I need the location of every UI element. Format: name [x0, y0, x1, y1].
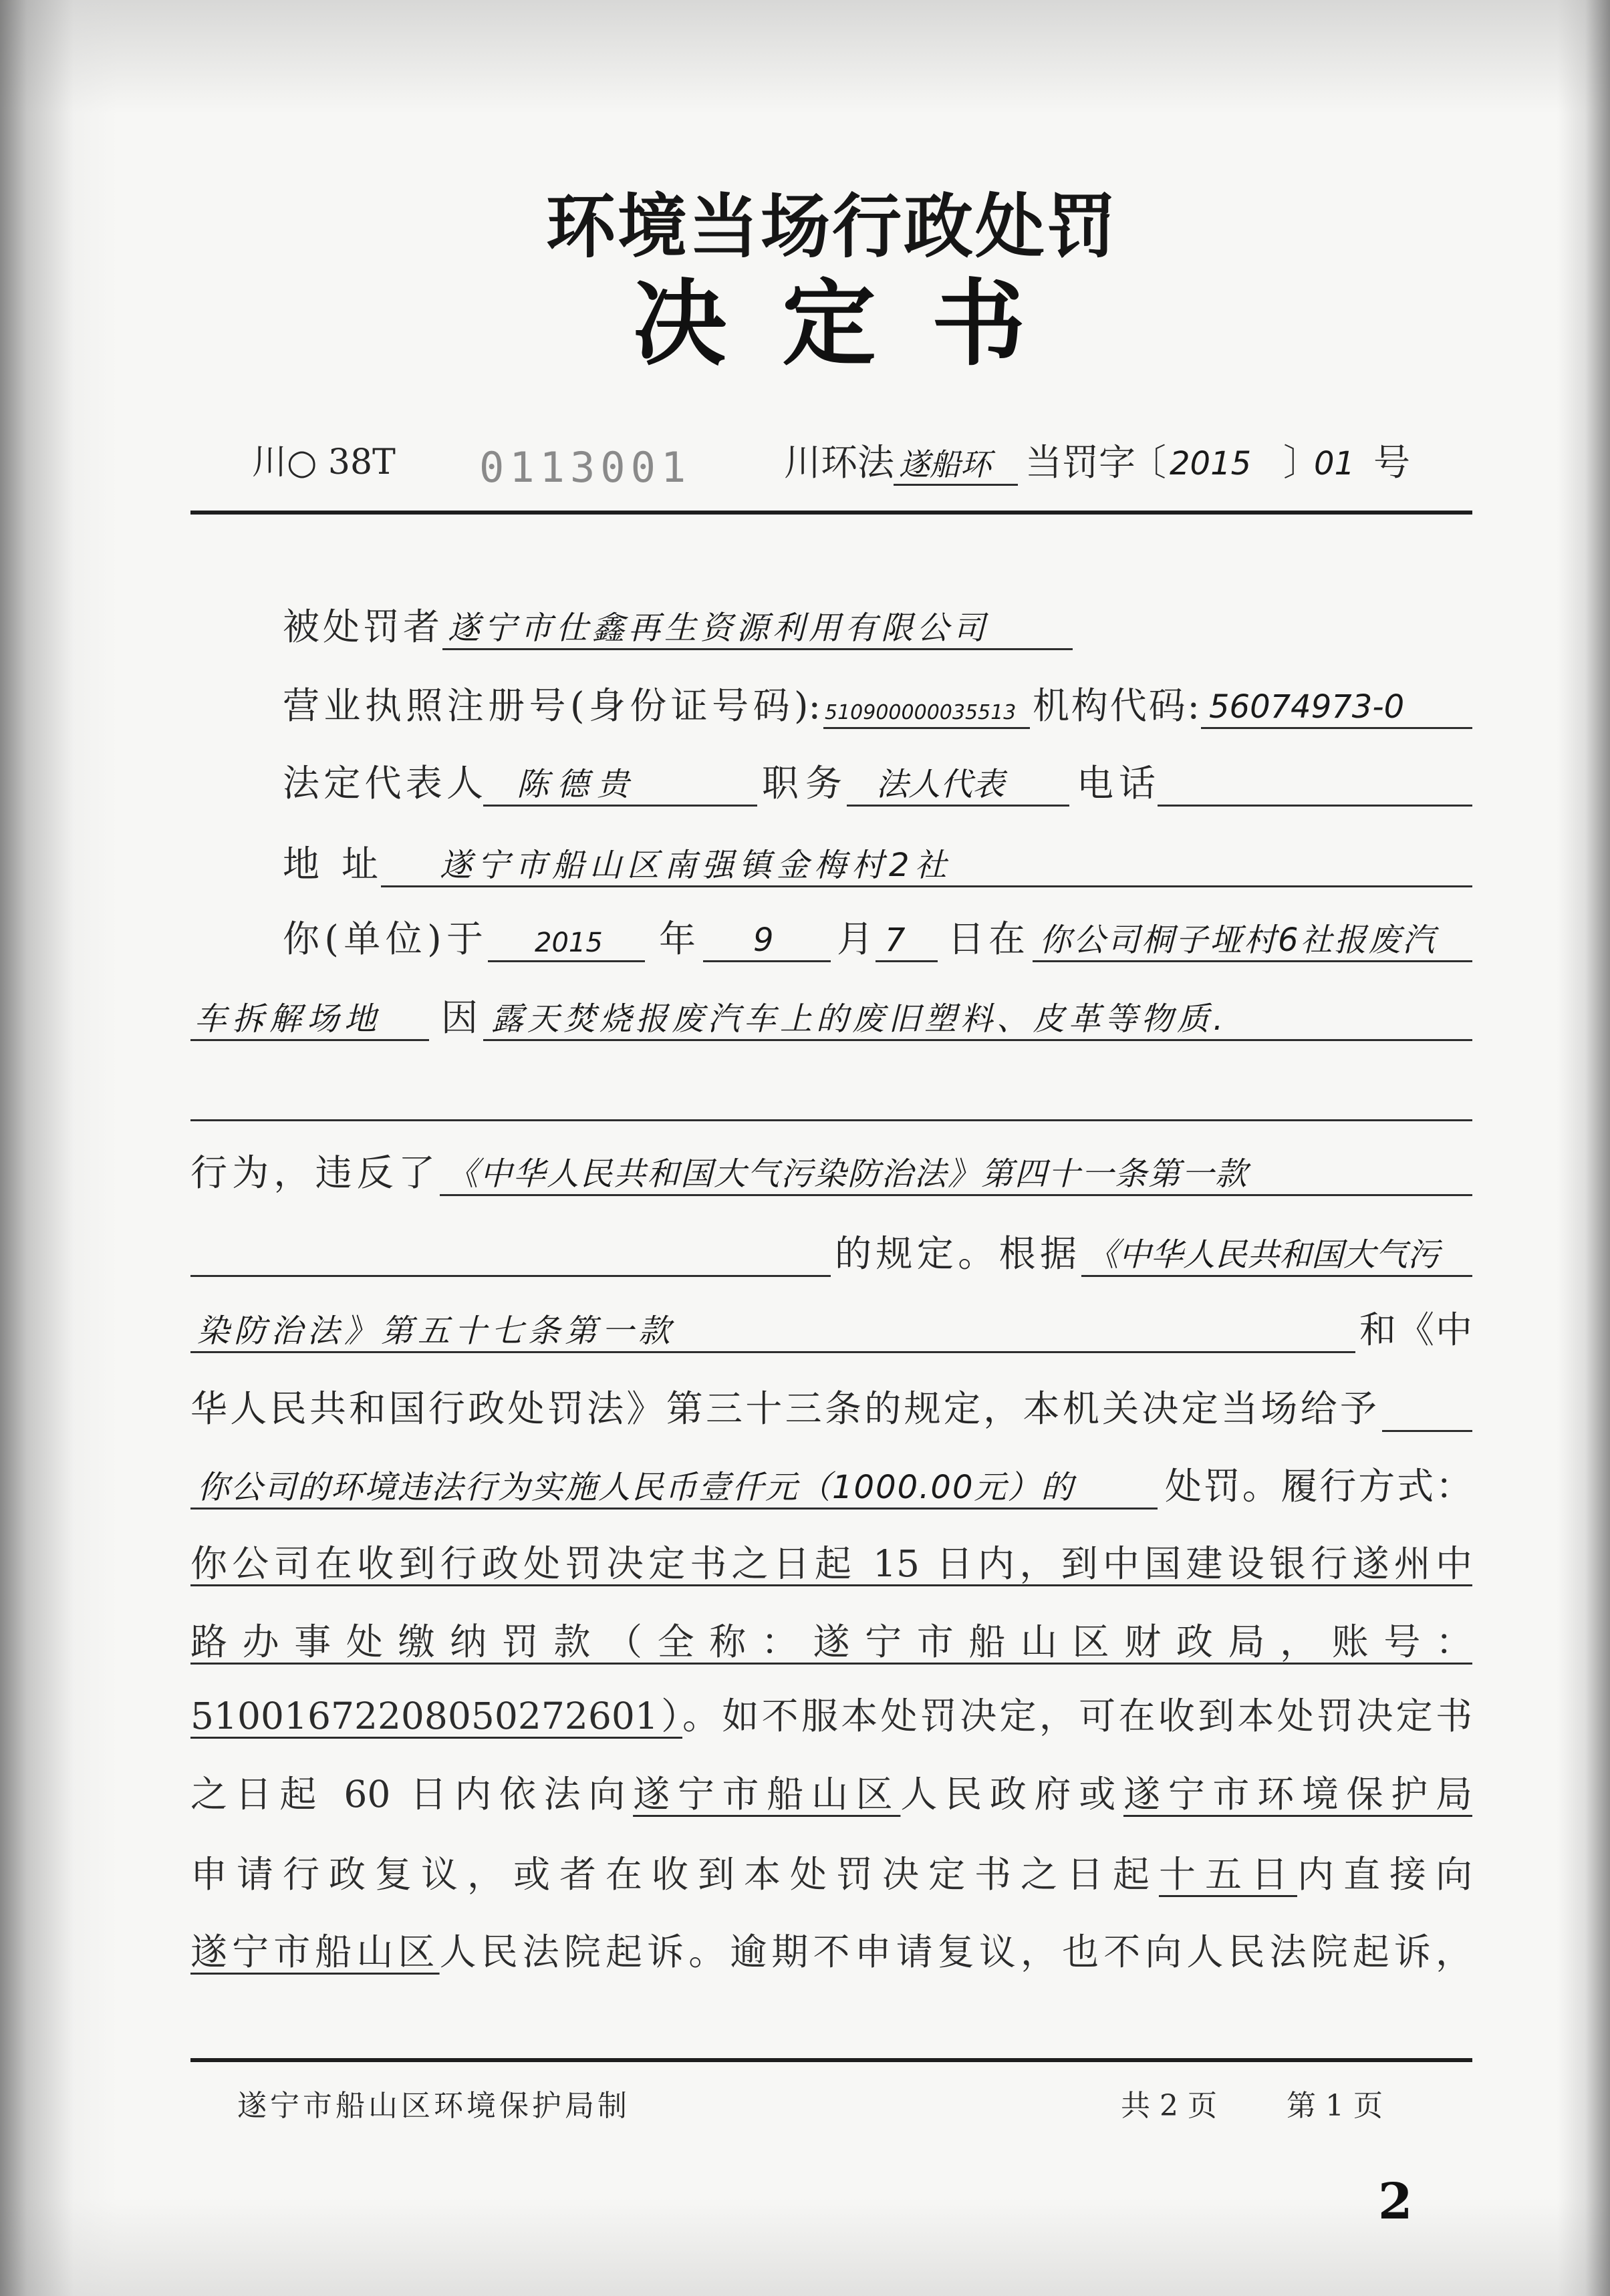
basis-law-handwritten-2: 染防治法》第五十七条第一款: [197, 1312, 676, 1350]
location-handwritten-1: 你公司桐子垭村6社报废汽: [1039, 921, 1437, 959]
doc-year-handwritten: 2015: [1170, 445, 1252, 482]
location-handwritten-2: 车拆解场地: [194, 1000, 382, 1038]
basis-label: 的规定。根据: [835, 1232, 1077, 1275]
doc-number-prefix: 川环法: [784, 441, 895, 484]
violated-law-field: [440, 1149, 1472, 1196]
license-row: [0, 682, 1610, 729]
position-label: 职务: [762, 762, 842, 805]
bracket-close: 〕: [1283, 441, 1321, 484]
appeal-text-5: 内直接向: [1297, 1853, 1472, 1896]
act-continuation-row: [0, 1074, 1610, 1121]
and-label: 和《中: [1359, 1308, 1472, 1351]
basis-row: [0, 1230, 1610, 1277]
date-prefix: 你(单位)于: [283, 917, 483, 960]
address-row: [0, 841, 1610, 887]
doc-seq-handwritten: 01: [1314, 445, 1355, 482]
act-handwritten: 露天焚烧报废汽车上的废旧塑料、皮革等物质.: [491, 1000, 1228, 1038]
payment-line-5: [190, 1851, 1472, 1898]
violated-law-continuation-field: [190, 1230, 831, 1277]
phone-field: [1158, 760, 1472, 807]
license-field: [823, 682, 1030, 729]
legal-rep-field: [483, 760, 757, 807]
location-field-1: [1033, 915, 1472, 962]
legal-rep-label: 法定代表人: [283, 762, 483, 805]
violated-label: 行为，违反了: [190, 1151, 435, 1194]
basis-law-field-2: [190, 1306, 1355, 1353]
lawsuit-deadline: 十五日: [1158, 1853, 1297, 1896]
violated-law-handwritten: 《中华人民共和国大气污染防治法》第四十一条第一款: [446, 1155, 1249, 1193]
decision-statement: 华人民共和国行政处罚法》第三十三条的规定，本机关决定当场给予: [190, 1387, 1377, 1430]
violated-law-row: [0, 1149, 1610, 1196]
appeal-text-1: 。如不服本处罚决定，可在收到本处罚决定书: [682, 1695, 1472, 1737]
doc-number-handwritten: 遂船环: [899, 446, 991, 482]
document-title: 环境当场行政处罚: [546, 188, 1116, 266]
penalized-party-handwritten: 遂宁市仕鑫再生资源利用有限公司: [448, 609, 990, 647]
appeal-text-2: 之日起 60 日内依法向: [190, 1773, 634, 1816]
violation-month-handwritten: 9: [753, 921, 774, 959]
violation-day-handwritten: 7: [885, 921, 906, 959]
legal-rep-handwritten: 陈德贵: [517, 766, 638, 803]
legal-rep-row: [0, 760, 1610, 807]
page-number-stamp: 2: [1378, 2173, 1413, 2231]
address-field: [381, 841, 1472, 887]
violation-year-handwritten: 2015: [535, 927, 603, 958]
decision-blank-field: [1382, 1385, 1472, 1432]
payment-line-1-text: 你公司在收到行政处罚决定书之日起 15 日内，到中国建设银行遂州中: [190, 1542, 1472, 1585]
year-label: 年: [659, 917, 696, 960]
doc-number-mid: 当罚字: [1025, 441, 1136, 484]
appeal-text-4: 申请行政复议，或者在收到本处罚决定书之日起: [190, 1853, 1159, 1896]
appeal-authority-1: 遂宁市船山区: [633, 1773, 901, 1816]
payment-line-2-text: 路办事处缴纳罚款（全称：遂宁市船山区财政局，账号：: [190, 1620, 1472, 1663]
org-code-handwritten: 56074973-0: [1209, 688, 1405, 726]
total-pages: 共 2 页: [1121, 2089, 1217, 2123]
account-number: 51001672208050272601）: [190, 1695, 682, 1737]
doc-year-field: [1163, 439, 1277, 484]
serial-number-stamp: 0113001: [479, 443, 692, 492]
header-divider: [190, 511, 1472, 515]
phone-label: 电话: [1077, 762, 1156, 805]
penalized-party-label: 被处罚者: [283, 605, 440, 648]
payment-line-1: [190, 1540, 1472, 1587]
doc-number-suffix: 号: [1373, 441, 1411, 484]
court-district: 遂宁市船山区: [190, 1930, 440, 1973]
license-label: 营业执照注册号(身份证号码):: [283, 684, 821, 727]
doc-seq-field: [1311, 439, 1365, 484]
appeal-authority-2: 遂宁市环境保护局: [1123, 1773, 1472, 1816]
penalty-row: [0, 1463, 1610, 1510]
current-page: 第 1 页: [1287, 2089, 1383, 2123]
month-label: 月: [837, 917, 874, 960]
act-field: [483, 994, 1472, 1041]
document-number-row: [0, 439, 1610, 492]
act-continuation-field: [190, 1074, 1472, 1121]
violation-month-field: [703, 915, 831, 962]
day-label: 日在: [948, 917, 1025, 960]
basis-law-field-1: [1081, 1230, 1472, 1277]
basis-law-handwritten-1: 《中华人民共和国大气污: [1087, 1236, 1440, 1274]
violation-date-row: [0, 915, 1610, 962]
license-handwritten: 510900000035513: [825, 701, 1017, 724]
penalized-party-row: [0, 603, 1610, 650]
cause-label: 因: [441, 996, 479, 1039]
org-code-label: 机构代码:: [1033, 684, 1200, 727]
appeal-text-3: 人民政府或: [900, 1773, 1123, 1816]
penalty-suffix: 处罚。履行方式：: [1165, 1465, 1472, 1508]
payment-line-4: [190, 1771, 1472, 1818]
payment-line-6: [190, 1928, 1472, 1975]
org-code-field: [1201, 682, 1472, 729]
violation-day-field: [876, 915, 938, 962]
basis-continuation-row: [0, 1306, 1610, 1353]
penalty-field: [190, 1463, 1158, 1510]
penalized-party-field: [442, 603, 1073, 650]
footer-divider: [190, 2058, 1472, 2062]
position-handwritten: 法人代表: [876, 766, 1005, 803]
location-field-2: [190, 994, 429, 1041]
position-field: [847, 760, 1069, 807]
bracket-open: 〔: [1129, 441, 1167, 484]
appeal-text-6: 人民法院起诉。逾期不申请复议，也不向人民法院起诉，: [439, 1930, 1472, 1973]
payment-line-2: [190, 1618, 1472, 1665]
issuer-label: 遂宁市船山区环境保护局制: [237, 2089, 630, 2123]
doc-number-field: [894, 439, 1018, 486]
payment-line-3: [190, 1693, 1472, 1739]
penalty-handwritten: 你公司的环境违法行为实施人民币壹仟元（1000.00元）的: [197, 1469, 1075, 1506]
violation-act-row: [0, 994, 1610, 1041]
form-code: 川○ 38T: [252, 442, 396, 482]
address-handwritten: 遂宁市船山区南强镇金梅村2社: [440, 847, 952, 884]
decision-statement-row: [0, 1385, 1610, 1432]
violation-year-field: [488, 915, 645, 962]
address-label: 地 址: [283, 843, 378, 885]
document-title-decision: 决 定 书: [633, 271, 1025, 376]
